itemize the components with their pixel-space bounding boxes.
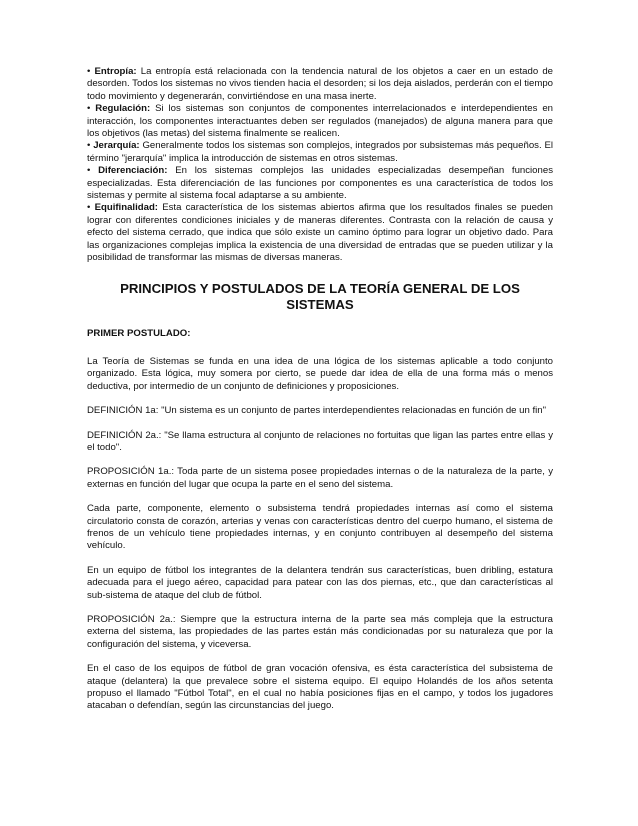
bullet-list xyxy=(87,66,553,265)
bullet-jerarquia: • Jerarquía: Generalmente todos los sistemas son complejos, integrados por subsistemas más pequeños. El término "jerarquía" implica la introducción de sistemas en otros sistemas. xyxy=(87,140,553,164)
paragraph-definicion-2: DEFINICIÓN 2a.: "Se llama estructura al conjunto de relaciones no fortuitas que ligan las partes entre ellas y el todo". xyxy=(87,429,553,453)
paragraph-proposicion-1: PROPOSICIÓN 1a.: Toda parte de un sistema posee propiedades internas o de la naturaleza de la parte, y externas en función del lugar que ocupa la parte en el seno del sistema. xyxy=(87,466,553,490)
bullet-regulacion: • Regulación: Si los sistemas son conjuntos de componentes interrelacionados e interdependientes en interacción, los componentes interactuantes deben ser regulados (manejados) de alguna manera para que los objetivos (las metas) del sistema finalmente se realicen. xyxy=(87,103,553,140)
document-page xyxy=(87,66,553,713)
bullet-text: Si los sistemas son conjuntos de componentes interrelacionados e interdependientes en interacción, los componentes interactuantes deben ser regulados (manejados) de alguna manera para que los objetivos (las metas) del sistema finalmente se realicen. xyxy=(87,103,553,140)
bullet-text: Esta característica de los sistemas abiertos afirma que los resultados finales se pueden lograr con diferentes condiciones iniciales y de maneras diferentes. Contrasta con la relación de causa y efecto del sistema cerrado, que indica que sólo existe un camino óptimo para lograr un objetivo dado. Para las organizaciones complejas implica la existencia de una diversidad de entradas que se pueden utilizar y la posibilidad de transformar las mismas de diversas maneras. xyxy=(87,202,553,264)
section-subheading: PRIMER POSTULADO: xyxy=(87,327,191,339)
bullet-text: La entropía está relacionada con la tendencia natural de los objetos a caer en un estado de desorden. Todos los sistemas no vivos tienden hacia el desorden; si los deja aislados, perderán con el tiempo todo movimiento y degenerarán, convirtiéndose en una masa inerte. xyxy=(87,66,553,102)
bullet-term: Regulación: xyxy=(95,103,151,115)
bullet-text: En los sistemas complejos las unidades especializadas desempeñan funciones especializadas. Esta diferenciación de las funciones por componentes es una característica de todos los sistemas y permite al sistema focal adaptarse a su ambiente. xyxy=(87,165,553,202)
paragraph-equipos: En el caso de los equipos de fútbol de gran vocación ofensiva, es ésta característica del subsistema de ataque (delantera) la que prevalece sobre el sistema equipo. El equipo Holandés de los años setenta propuso el llamado "Fútbol Total", en el cual no había posiciones fijas en el campo, y todos los jugadores atacaban o defendían, según las circunstancias del juego. xyxy=(87,663,553,712)
paragraph-futbol: En un equipo de fútbol los integrantes de la delantera tendrán sus características, buen dribling, estatura adecuada para el juego aéreo, capacidad para patear con las dos piernas, etc., que dan características al sub-sistema de ataque del club de fútbol. xyxy=(87,564,553,601)
bullet-term: Entropía: xyxy=(94,66,137,77)
paragraph-partes: Cada parte, componente, elemento o subsistema tendrá propiedades internas así como el sistema circulatorio consta de corazón, arterias y venas con características dentro del cuerpo humano, el sistema de frenos de un vehículo tiene propiedades internas, y en conjunto contribuyen al desempeño del sistema vehículo. xyxy=(87,503,553,552)
bullet-term: Equifinalidad: xyxy=(94,202,159,214)
paragraph-proposicion-2: PROPOSICIÓN 2a.: Siempre que la estructura interna de la parte sea más compleja que la estructura externa del sistema, las propiedades de las partes están más condicionadas por su naturaleza que por la configuración del sistema, y viceversa. xyxy=(87,614,553,650)
bullet-term: Jerarquía: xyxy=(93,140,140,152)
bullet-entropia: • Entropía: La entropía está relacionada con la tendencia natural de los objetos a caer en un estado de desorden. Todos los sistemas no vivos tienden hacia el desorden; si los deja aislados, perderán con el tiempo todo movimiento y degenerarán, convirtiéndose en una masa inerte. xyxy=(87,66,553,102)
bullet-equifinalidad: • Equifinalidad: Esta característica de los sistemas abiertos afirma que los resultados finales se pueden lograr con diferentes condiciones iniciales y de maneras diferentes. Contrasta con la relación de causa y efecto del sistema cerrado, que indica que sólo existe un camino óptimo para lograr un objetivo dado. Para las organizaciones complejas implica la existencia de una diversidad de entradas que se pueden utilizar y la posibilidad de transformar las mismas de diversas maneras. xyxy=(87,202,553,264)
bullet-text: Generalmente todos los sistemas son complejos, integrados por subsistemas más pequeños. El término "jerarquía" implica la introducción de sistemas en otros sistemas. xyxy=(87,140,553,164)
bullet-term: Diferenciación: xyxy=(98,165,168,177)
bullet-diferenciacion: • Diferenciación: En los sistemas complejos las unidades especializadas desempeñan funciones especializadas. Esta diferenciación de las funciones por componentes es una característica de todos los sistemas y permite al sistema focal adaptarse a su ambiente. xyxy=(87,165,553,202)
paragraph-intro: La Teoría de Sistemas se funda en una idea de una lógica de los sistemas aplicable a todo conjunto organizado. Esta lógica, muy somera por cierto, se puede dar idea de ella de una forma más o menos deductiva, por intermedio de un conjunto de definiciones y proposiciones. xyxy=(87,355,553,392)
section-heading: PRINCIPIOS Y POSTULADOS DE LA TEORÍA GENERAL DE LOS SISTEMAS xyxy=(120,280,520,312)
paragraph-definicion-1: DEFINICIÓN 1a: "Un sistema es un conjunto de partes interdependientes relacionadas en función de un fin" xyxy=(87,405,547,417)
